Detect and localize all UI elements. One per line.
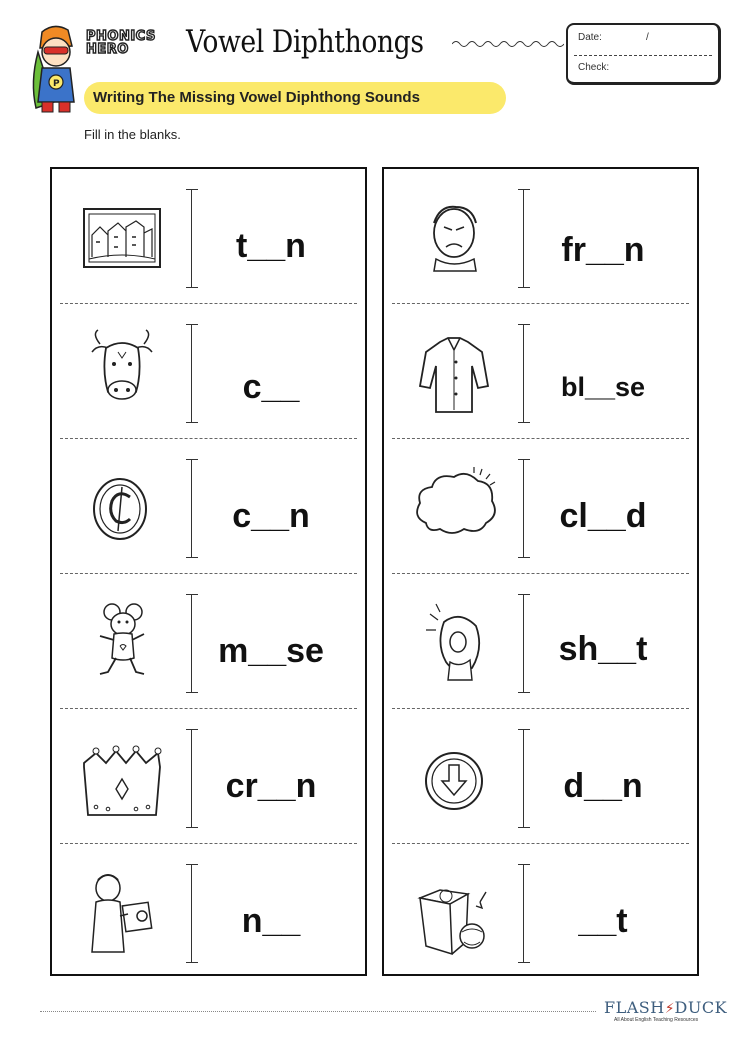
divider-bar — [186, 189, 198, 288]
decorative-squiggle-icon — [452, 38, 564, 50]
blouse-icon — [410, 322, 498, 422]
blank-word: m__se — [218, 632, 324, 670]
exercise-row — [384, 304, 697, 439]
exercise-row — [384, 709, 697, 844]
blank-word: bl__se — [560, 372, 646, 402]
down-arrow-icon — [410, 727, 498, 827]
brand-tagline: All About English Teaching Resources — [614, 1017, 699, 1023]
divider-bar — [186, 459, 198, 558]
crown-icon — [78, 727, 166, 827]
brand-left: FLASH — [604, 998, 665, 1017]
exercise-row — [52, 709, 365, 844]
exercise-row — [384, 844, 697, 979]
flashduck-logo — [604, 998, 728, 1023]
exercise-row — [52, 169, 365, 304]
logo-line-2: HERO — [86, 42, 129, 57]
divider-bar — [518, 459, 530, 558]
divider-bar — [186, 864, 198, 963]
divider-bar — [518, 189, 530, 288]
divider-bar — [518, 594, 530, 693]
blank-word: n__ — [241, 902, 301, 940]
blank-word: c__ — [242, 368, 300, 406]
coin-icon — [78, 457, 166, 557]
left-exercise-panel — [50, 167, 367, 976]
instruction-text: Fill in the blanks. — [84, 127, 181, 142]
svg-text:P: P — [53, 79, 60, 89]
check-label: Check: — [578, 62, 610, 73]
blank-word: cl__d — [559, 497, 647, 535]
divider-bar — [518, 729, 530, 828]
blank-word: fr__n — [561, 231, 645, 269]
divider-bar — [518, 864, 530, 963]
shouting-girl-icon — [410, 592, 498, 692]
exercise-row — [384, 439, 697, 574]
blank-word: sh__t — [558, 630, 648, 668]
divider-bar — [186, 594, 198, 693]
exercise-row — [52, 304, 365, 439]
blank-word: __t — [578, 902, 628, 940]
brand-right: DUCK — [674, 998, 728, 1017]
exercise-row — [52, 439, 365, 574]
subtitle-text: Writing The Missing Vowel Diphthong Sounds — [93, 89, 420, 106]
date-check-box — [566, 23, 721, 85]
date-label: Date: — [578, 32, 602, 43]
exercise-row — [384, 169, 697, 304]
footer-line — [40, 1011, 596, 1012]
divider-bar — [186, 324, 198, 423]
date-separator — [574, 55, 712, 56]
frowning-boy-icon — [410, 187, 498, 287]
date-slash: / — [646, 32, 649, 43]
logo-line-1: PHONICS — [86, 29, 156, 44]
divider-bar — [518, 324, 530, 423]
blank-word: cr__n — [225, 767, 317, 805]
mouse-icon — [78, 592, 166, 692]
cloud-icon — [410, 457, 498, 557]
right-exercise-panel — [382, 167, 699, 976]
lightning-bolt-icon: ⚡ — [664, 1001, 675, 1017]
exercise-row — [384, 574, 697, 709]
divider-bar — [186, 729, 198, 828]
phonics-hero-logo-text — [86, 30, 156, 56]
cow-icon — [78, 322, 166, 422]
blank-word: c__n — [232, 497, 310, 535]
town-picture-icon — [78, 187, 166, 287]
blank-word: d__n — [563, 767, 643, 805]
person-saying-no-icon — [78, 862, 166, 962]
exercise-row — [52, 844, 365, 979]
blank-word: t__n — [236, 227, 306, 265]
box-with-ball-icon — [410, 862, 498, 962]
exercise-row — [52, 574, 365, 709]
phonics-hero-mascot-icon — [24, 22, 86, 114]
page-title: Vowel Diphthongs — [186, 24, 424, 60]
